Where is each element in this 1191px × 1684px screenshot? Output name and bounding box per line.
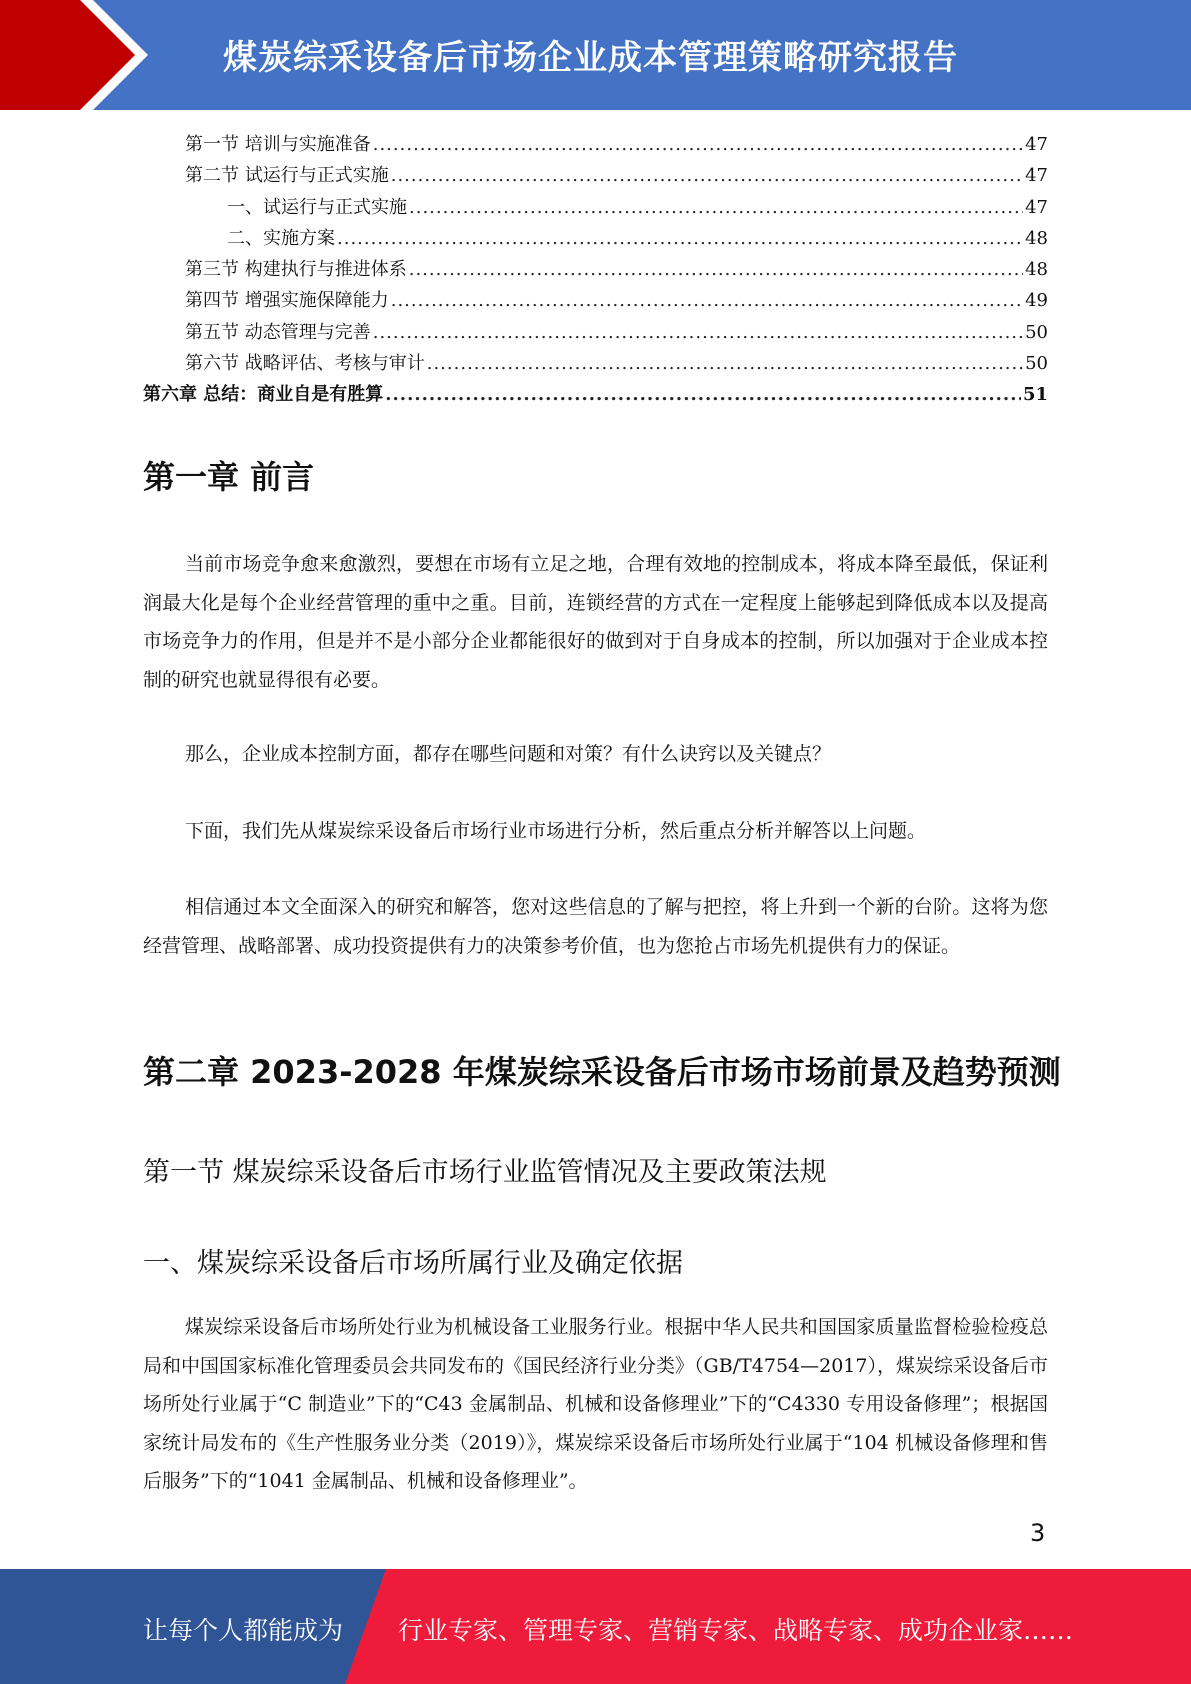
toc-leader-dots [337, 228, 1023, 249]
page-number: 3 [1030, 1519, 1046, 1547]
toc-entry[interactable] [143, 224, 1048, 255]
chapter2-paragraph: 煤炭综采设备后市场所处行业为机械设备工业服务行业。根据中华人民共和国国家质量监督检验检疫总局和中国国家标准化管理委员会共同发布的《国民经济行业分类》（GB/T4754—2017），煤炭综采设备后市场所处行业属于“C 制造业”下的“C43 金属制品、机械和设备修理业”下的“C4330 专用设备修理”；根据国家统计局发布的《生产性服务业分类（2019）》，煤炭综采设备后市场所处行业属于“104 机械设备修理和售后服务”下的“1041 金属制品、机械和设备修理业”。 [143, 1316, 1048, 1492]
toc-entry[interactable] [143, 318, 1048, 349]
toc-entry-page: 48 [1025, 259, 1048, 281]
toc-entry-label: 二、实施方案 [227, 227, 335, 249]
toc-entry-label: 第一节 培训与实施准备 [185, 134, 371, 155]
toc-entry-label: 第六节 战略评估、考核与审计 [185, 353, 425, 375]
document-title: 煤炭综采设备后市场企业成本管理策略研究报告 [223, 38, 958, 78]
toc-leader-dots [373, 134, 1023, 155]
toc-leader-dots [385, 384, 1021, 405]
toc-entry[interactable] [143, 130, 1048, 161]
toc-entry-label: 第三节 构建执行与推进体系 [185, 259, 407, 281]
chapter1-paragraph: 当前市场竞争愈来愈激烈，要想在市场有立足之地，合理有效地的控制成本，将成本降至最低，保证利润最大化是每个企业经营管理的重中之重。目前，连锁经营的方式在一定程度上能够起到降低成本以及提高市场竞争力的作用，但是并不是小部分企业都能很好的做到对于自身成本的控制，所以加强对于企业成本控制的研究也就显得很有必要。 [143, 553, 1048, 691]
chapter1-paragraph: 相信通过本文全面深入的研究和解答，您对这些信息的了解与把控，将上升到一个新的台阶。这将为您经营管理、战略部署、成功投资提供有力的决策参考价值，也为您抢占市场先机提供有力的保证。 [143, 896, 1048, 957]
table-of-contents [143, 130, 1048, 412]
footer-banner [0, 1569, 1191, 1684]
toc-entry-label: 第五节 动态管理与完善 [185, 321, 371, 343]
toc-entry[interactable] [143, 193, 1048, 224]
toc-entry-label: 一、试运行与正式实施 [227, 196, 407, 218]
toc-chapter-entry[interactable] [143, 380, 1048, 411]
footer-slogan-right: 行业专家、管理专家、营销专家、战略专家、成功企业家…… [398, 1616, 1074, 1645]
chapter1-heading: 第一章 前言 [143, 458, 315, 496]
toc-entry-page: 51 [1022, 384, 1048, 406]
toc-entry-label: 第二节 试运行与正式实施 [185, 165, 389, 187]
toc-entry[interactable] [143, 255, 1048, 286]
toc-entry-page: 47 [1025, 134, 1048, 155]
toc-leader-dots [409, 259, 1023, 280]
toc-entry-page: 50 [1025, 321, 1048, 343]
toc-leader-dots [427, 353, 1023, 374]
toc-leader-dots [409, 197, 1023, 218]
chapter2-heading: 第二章 2023-2028 年煤炭综采设备后市场市场前景及趋势预测 [143, 1053, 1061, 1091]
toc-leader-dots [391, 290, 1023, 311]
toc-entry-page: 49 [1025, 290, 1048, 312]
chapter1-paragraph: 那么，企业成本控制方面，都存在哪些问题和对策？有什么诀窍以及关键点？ [185, 743, 832, 765]
toc-entry-page: 50 [1025, 353, 1048, 375]
footer-slogan-left: 让每个人都能成为 [143, 1616, 344, 1645]
toc-entry[interactable] [143, 286, 1048, 317]
toc-entry-label: 第六章 总结：商业自是有胜算 [143, 384, 384, 406]
toc-entry-page: 48 [1025, 227, 1048, 249]
toc-entry-page: 47 [1025, 165, 1048, 187]
toc-entry-label: 第四节 增强实施保障能力 [185, 290, 389, 312]
toc-entry[interactable] [143, 349, 1048, 380]
chapter1-paragraph: 下面，我们先从煤炭综采设备后市场行业市场进行分析，然后重点分析并解答以上问题。 [185, 820, 927, 842]
header-banner [0, 0, 1191, 110]
toc-leader-dots [391, 165, 1023, 186]
toc-entry[interactable] [143, 161, 1048, 192]
subsection-heading: 一、煤炭综采设备后市场所属行业及确定依据 [143, 1248, 683, 1279]
toc-entry-page: 47 [1025, 196, 1048, 218]
section-heading: 第一节 煤炭综采设备后市场行业监管情况及主要政策法规 [143, 1157, 827, 1188]
toc-leader-dots [373, 322, 1023, 343]
